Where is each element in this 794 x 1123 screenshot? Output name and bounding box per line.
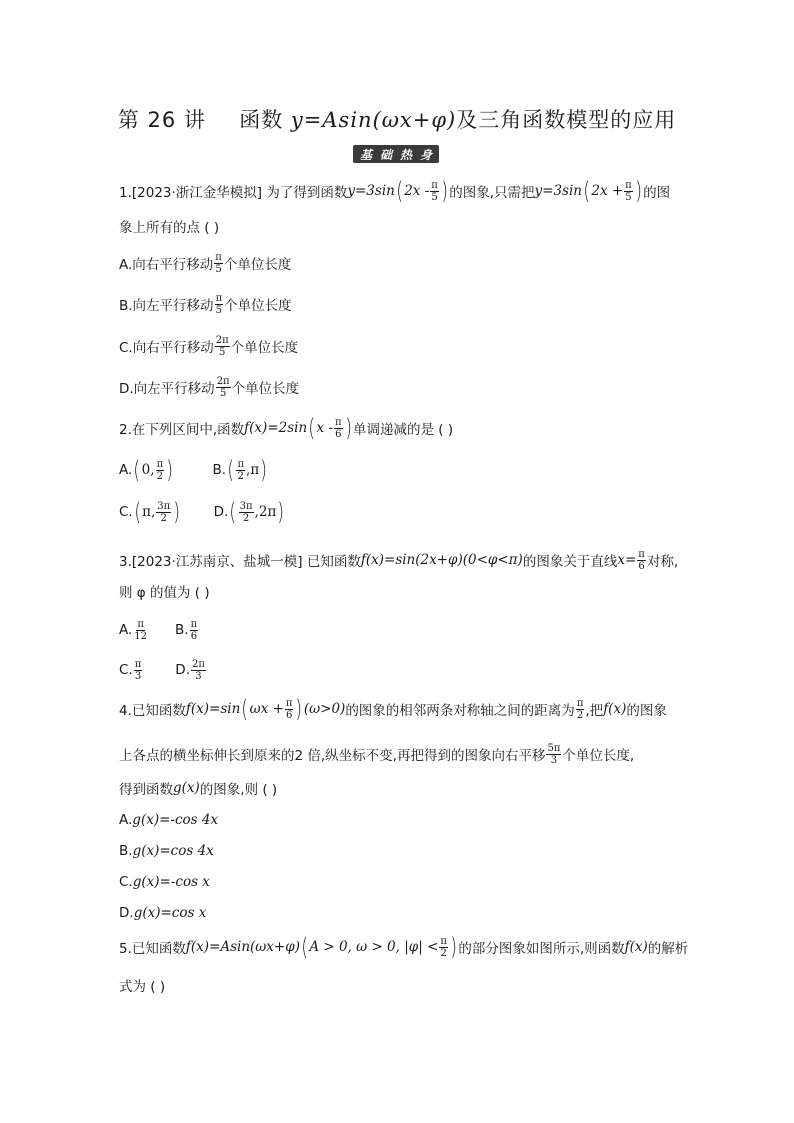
badge-char-1: 基 [359,147,372,162]
q2-func: f(x)=2sin [244,420,308,436]
q2-stem: 2.在下列区间中,函数 f(x)=2sin ( x - $\frac{\pi}{6}$ ) 单调递减的是 ( ) [119,414,454,442]
q3-options-row1 [119,615,199,645]
q3-option-a[interactable]: A. $\frac{\pi}{12}$ [119,618,148,642]
title-suffix: 及三角函数模型的应用 [456,108,677,132]
q4-func: f(x)=sin [185,701,241,717]
q1-func1-fraction: $\frac{\pi}{5}$ [431,179,438,203]
paren-open: ( [396,177,403,205]
q2-options-row1 [119,455,269,485]
q1-end: 的图 [643,185,671,201]
q4-option-d[interactable]: D. g(x)=cos x [119,905,207,921]
q4-line2: 上各点的横坐标伸长到原来的2 倍,纵坐标不变,再把得到的图象向右平移 $\frac{5\pi}{3}$ 个单位长度, [119,742,635,766]
q1-line2: 象上所有的点 ( ) [119,220,220,236]
q5-line2: 式为 ( ) [119,979,166,995]
q4-line3: 得到函数 g(x) 的图象,则 ( ) [119,780,278,798]
badge-char-2: 础 [379,147,392,162]
title-func-prefix: 函数 [239,108,284,132]
q1-option-c[interactable]: C.向右平行移动 $\frac{2\pi}{5}$ 个单位长度 [119,334,299,358]
q1-line1 [119,176,670,206]
q1-option-b[interactable]: B.向左平行移动 $\frac{\pi}{5}$ 个单位长度 [119,292,292,316]
q4-line1: 4.已知函数 f(x)=sin ( ωx + $\frac{\pi}{6}$ ) (ω>0) 的图象的相邻两条对称轴之间的距离为 $\frac{\pi}{2}$ ,把 f(x) 的图象 [119,695,667,723]
q5-line1: 5.已知函数 f(x)=Asin(ωx+φ) ( A > 0, ω > 0, |φ| < $\frac{\pi}{2}$ ) 的部分图象如图所示,则函数 f(x) 的解析 [119,933,689,961]
q1-func2-fraction: $\frac{\pi}{5}$ [625,179,632,203]
section-badge [353,145,439,163]
q1-func1: y=3sin [347,183,395,199]
lecture-number: 第 26 讲 [117,108,206,132]
q1-option-a[interactable]: A.向右平行移动 $\frac{\pi}{5}$ 个单位长度 [119,251,292,275]
paren-open: ( [583,177,590,205]
q5-func: f(x)=Asin(ωx+φ) [185,939,300,955]
q3-line2: 则 φ 的值为 ( ) [119,585,210,601]
badge-char-4: 身 [419,147,432,162]
badge-char-3: 热 [399,147,412,162]
q1-func2-inner: 2x + [591,183,624,199]
q3-func: f(x)=sin(2x+φ)(0<φ<π) [360,552,523,568]
paren-close: ) [635,177,642,205]
q4-option-b[interactable]: B. g(x)=cos 4x [119,843,214,859]
q3-option-c[interactable]: C. $\frac{\pi}{3}$ [119,658,142,682]
q2-option-b[interactable]: B. ( $\frac{\pi}{2}$ ,π ) [212,456,268,484]
title-func-expr: y=Asin(ωx+φ) [290,108,457,132]
page-title [0,104,794,134]
q1-func2: y=3sin [534,183,582,199]
q2-options-row2 [119,497,286,527]
q2-option-c[interactable]: C. ( π, $\frac{3\pi}{2}$ ) [119,498,181,526]
q1-stem: 1.[2023·浙江金华模拟] 为了得到函数 [119,185,348,201]
q1-option-d[interactable]: D.向左平行移动 $\frac{2\pi}{5}$ 个单位长度 [119,375,300,399]
q1-func1-inner: 2x - [404,183,430,199]
q1-mid: 的图象,只需把 [449,185,535,201]
q3-options-row2 [119,655,207,685]
q3-stem: 3.[2023·江苏南京、盐城一模] 已知函数 f(x)=sin(2x+φ)(0<φ<π) 的图象关于直线 x= $\frac{\pi}{6}$ 对称, [119,548,679,572]
q3-option-d[interactable]: D. $\frac{2\pi}{3}$ [175,658,205,682]
q4-option-a[interactable]: A. g(x)=-cos 4x [119,812,219,828]
paren-close: ) [441,177,448,205]
q2-option-a[interactable]: A. ( 0, $\frac{\pi}{2}$ ) [119,456,174,484]
q4-option-c[interactable]: C. g(x)=-cos x [119,874,210,890]
q2-option-d[interactable]: D. ( $\frac{3\pi}{2}$ ,2π ) [213,498,285,526]
q3-option-b[interactable]: B. $\frac{\pi}{6}$ [175,618,198,642]
